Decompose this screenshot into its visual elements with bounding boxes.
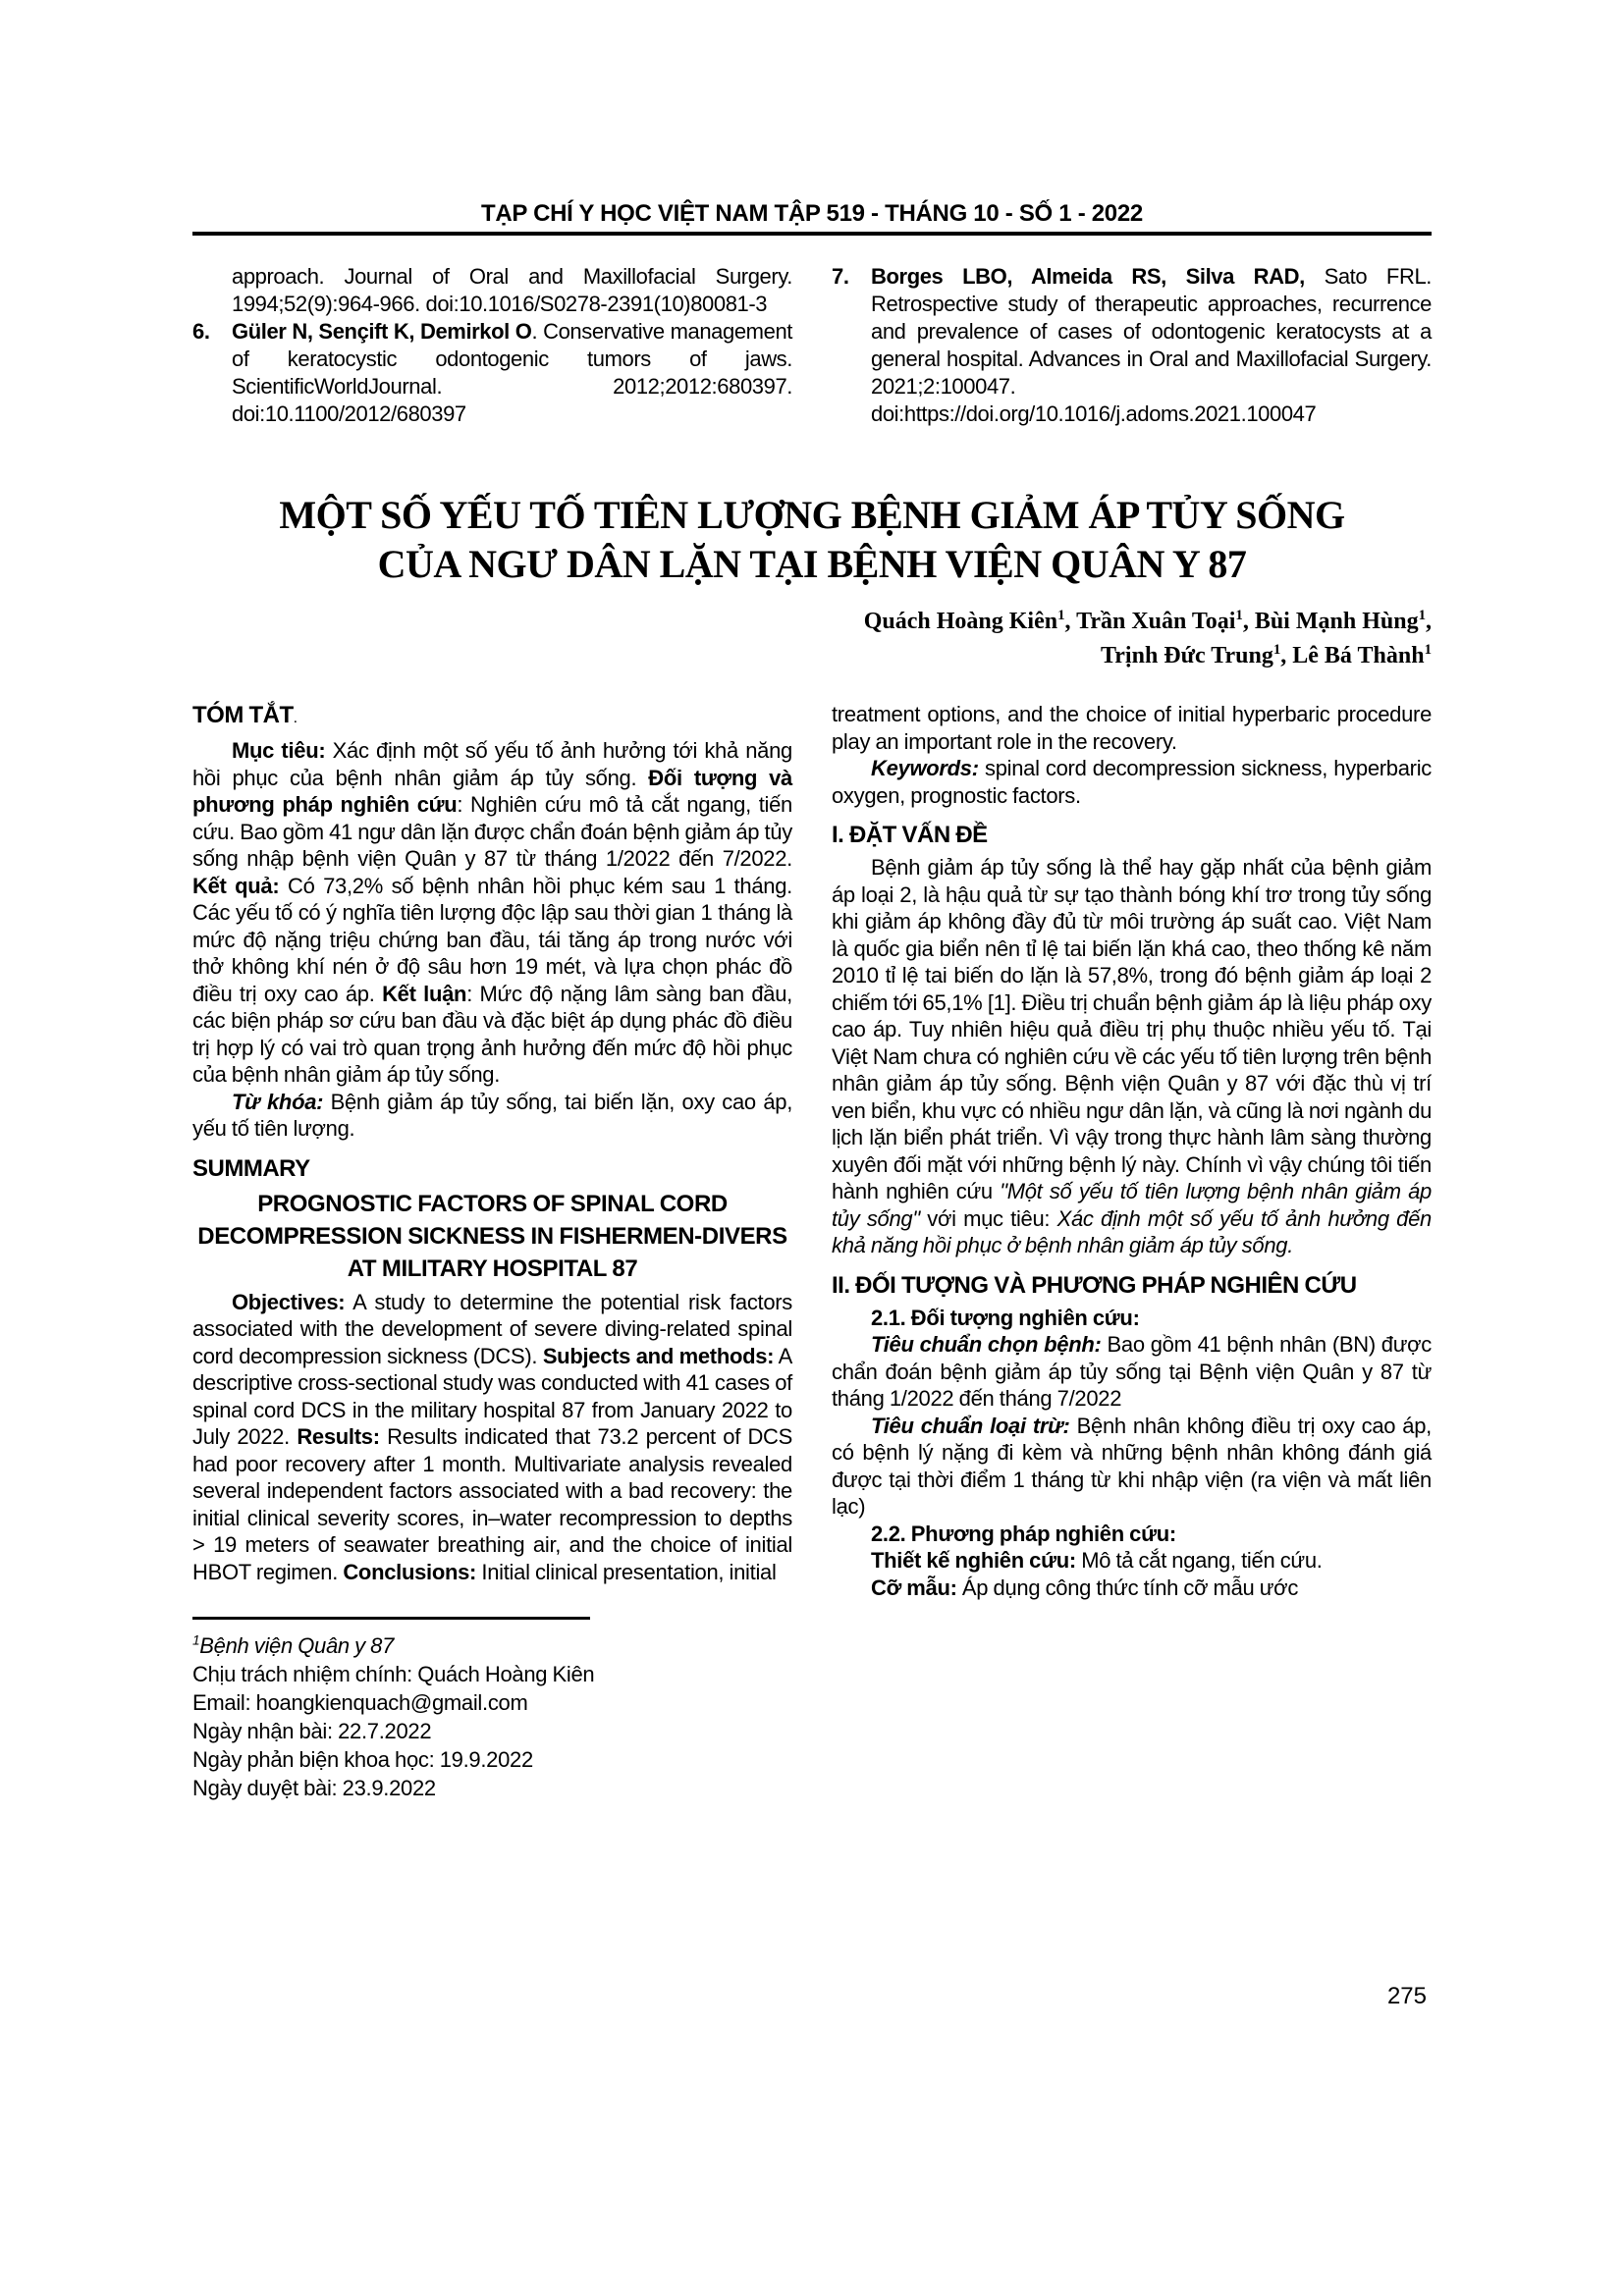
summary-english-title: PROGNOSTIC FACTORS OF SPINAL CORD DECOMPRESSION SICKNESS IN FISHERMEN-DIVERS AT MILITARY HOSPITAL 87 <box>197 1190 787 1282</box>
running-head: TẠP CHÍ Y HỌC VIỆT NAM TẬP 519 - THÁNG 10 - SỐ 1 - 2022 <box>481 200 1143 227</box>
reference-number: 7. <box>832 264 849 289</box>
reference-item-6 <box>192 318 792 428</box>
reference-list <box>192 263 1432 428</box>
section-1-heading: I. ĐẶT VẤN ĐỀ <box>832 822 988 848</box>
article-title-line1: MỘT SỐ YẾU TỐ TIÊN LƯỢNG BỆNH GIẢM ÁP TỦY SỐNG <box>279 493 1345 537</box>
reference-column-right <box>832 263 1432 428</box>
abstract-heading: TÓM TẮT. <box>192 702 298 728</box>
header-rule <box>192 232 1432 236</box>
subsection-2-1-heading: 2.1. Đối tượng nghiên cứu: <box>871 1305 1140 1330</box>
footnote-affiliation: $^1$Bệnh viện Quân y 87 <box>192 1632 395 1658</box>
footnote-received-date: Ngày nhận bài: 22.7.2022 <box>192 1719 432 1743</box>
footnote-review-date: Ngày phản biện khoa học: 19.9.2022 <box>192 1747 533 1772</box>
right-column <box>832 701 1432 1802</box>
keywords-vi-paragraph: Từ khóa: Bệnh giảm áp tủy sống, tai biến lặn, oxy cao áp, yếu tố tiên lượng. <box>192 1089 793 1141</box>
section-2-heading: II. ĐỐI TƯỢNG VÀ PHƯƠNG PHÁP NGHIÊN CỨU <box>832 1271 1357 1299</box>
reference-text: Borges LBO, Almeida RS, Silva RAD, Sato FRL. Retrospective study of therapeutic approaches, recurrence and prevalence of cases of odontogenic keratocysts at a general hospital. Advances in Oral and Maxillofacial Surgery. 2021;2:100047. doi:https://doi.org/10.1016/j.adoms.2021.100047 <box>871 264 1432 426</box>
footnote-corresponding-author: Chịu trách nhiệm chính: Quách Hoàng Kiên <box>192 1662 595 1686</box>
abstract-heading-dot: . <box>293 710 298 726</box>
page-number: 275 <box>1386 1983 1427 2009</box>
introduction-paragraph: Bệnh giảm áp tủy sống là thể hay gặp nhất của bệnh giảm áp loại 2, là hậu quả từ sự tạo thành bóng khí trơ trong tủy sống khi giảm áp không đầy đủ từ môi trường áp suất cao. Việt Nam là quốc gia biển nên tỉ lệ tai biến lặn khá cao, theo thống kê năm 2010 tỉ lệ tai biến do lặn là 57,8%, trong đó bệnh giảm áp loại 2 chiếm tới 65,1% [1]. Điều trị chuẩn bệnh giảm áp là liệu pháp oxy cao áp. Tuy nhiên hiệu quả điều trị phụ thuộc nhiều yếu tố. Tại Việt Nam chưa có nghiên cứu về các yếu tố tiên lượng trên bệnh nhân giảm áp tủy sống. Bệnh viện Quân y 87 với đặc thù vị trí ven biển, khu vực có nhiều ngư dân lặn, và cũng là nơi ngành du lịch lặn biển phát triển. Vì vậy trong thực hành lâm sàng thường xuyên đối mặt với những bệnh lý này. Chính vì vậy chúng tôi tiến hành nghiên cứu "Một số yếu tố tiên lượng bệnh nhân giảm áp tủy sống" với mục tiêu: Xác định một số yếu tố ảnh hưởng đến khả năng hồi phục ở bệnh nhân giảm áp tủy sống. <box>832 855 1432 1257</box>
exclusion-criteria-paragraph: Tiêu chuẩn loại trừ: Bệnh nhân không điều trị oxy cao áp, có bệnh lý nặng đi kèm và những bệnh nhân không đánh giá được tại thời điểm 1 tháng từ khi nhập viện (ra viện và mất liên lạc) <box>832 1413 1432 1519</box>
author-list <box>192 605 1432 673</box>
keywords-en-paragraph: Keywords: spinal cord decompression sickness, hyperbaric oxygen, prognostic factors. <box>832 756 1432 808</box>
summary-heading: SUMMARY <box>192 1154 310 1182</box>
footnote-block <box>192 1617 792 1802</box>
reference-item-7 <box>832 263 1432 428</box>
author-line1: Quách Hoàng Kiên$^1$, Trần Xuân Toại$^1$, Bùi Mạnh Hùng$^1$, <box>863 608 1432 634</box>
article-title <box>192 491 1432 589</box>
reference-column-left <box>192 263 792 428</box>
article-title-line2: CỦA NGƯ DÂN LẶN TẠI BỆNH VIỆN QUÂN Y 87 <box>377 542 1247 586</box>
summary-continuation-paragraph: treatment options, and the choice of initial hyperbaric procedure play an important role in the recovery. <box>832 702 1432 754</box>
summary-paragraph: Objectives: A study to determine the potential risk factors associated with the development of severe diving-related spinal cord decompression sickness (DCS). Subjects and methods: A descriptive cross-sectional study was conducted with 41 cases of spinal cord DCS in the military hospital 87 from January 2022 to July 2022. Results: Results indicated that 73.2 percent of DCS had poor recovery after 1 month. Multivariate analysis revealed several independent factors associated with a bad recovery: the initial clinical severity scores, in–water recompression to depths > 19 meters of seawater breathing air, and the choice of initial HBOT regimen. Conclusions: Initial clinical presentation, initial <box>192 1289 792 1584</box>
reference-number: 6. <box>192 319 210 344</box>
reference-text: Güler N, Sençift K, Demirkol O. Conservative management of keratocystic odontogenic tumors of jaws. ScientificWorldJournal. 2012;2012:680397. doi:10.1100/2012/680397 <box>232 319 792 426</box>
reference-continuation: approach. Journal of Oral and Maxillofacial Surgery. 1994;52(9):964-966. doi:10.1016/S0278-2391(10)80081-3 <box>232 264 792 316</box>
footnote-email: Email: hoangkienquach@gmail.com <box>192 1690 528 1715</box>
sample-size-paragraph: Cỡ mẫu: Áp dụng công thức tính cỡ mẫu ước <box>871 1575 1299 1600</box>
footnote-accepted-date: Ngày duyệt bài: 23.9.2022 <box>192 1776 436 1800</box>
abstract-paragraph: Mục tiêu: Xác định một số yếu tố ảnh hưởng tới khả năng hồi phục của bệnh nhân giảm áp tủy sống. Đối tượng và phương pháp nghiên cứu: Nghiên cứu mô tả cắt ngang, tiến cứu. Bao gồm 41 ngư dân lặn được chẩn đoán bệnh giảm áp tủy sống nhập bệnh viện Quân y 87 từ tháng 1/2022 đến 7/2022. Kết quả: Có 73,2% số bệnh nhân hồi phục kém sau 1 tháng. Các yếu tố có ý nghĩa tiên lượng độc lập sau thời gian 1 tháng là mức độ nặng triệu chứng ban đầu, tái tăng áp trong nước với thở không khí nén ở độ sâu hơn 19 mét, và lựa chọn phác đồ điều trị oxy cao áp. Kết luận: Mức độ nặng lâm sàng ban đầu, các biện pháp sơ cứu ban đầu và đặc biệt áp dụng phác đồ điều trị hợp lý có vai trò quan trọng ảnh hưởng đến mức độ hồi phục của bệnh nhân giảm áp tủy sống. <box>192 738 792 1087</box>
left-column <box>192 701 792 1802</box>
author-line2: Trịnh Đức Trung$^1$, Lê Bá Thành$^1$ <box>1101 642 1432 668</box>
footnote-rule <box>192 1617 590 1620</box>
study-design-paragraph: Thiết kế nghiên cứu: Mô tả cắt ngang, tiến cứu. <box>871 1548 1323 1573</box>
two-column-body <box>192 701 1432 1802</box>
subsection-2-2-heading: 2.2. Phương pháp nghiên cứu: <box>871 1521 1176 1546</box>
inclusion-criteria-paragraph: Tiêu chuẩn chọn bệnh: Bao gồm 41 bệnh nhân (BN) được chẩn đoán bệnh giảm áp tủy sống tại Bệnh viện Quân y 87 từ tháng 1/2022 đến tháng 7/2022 <box>832 1332 1432 1411</box>
